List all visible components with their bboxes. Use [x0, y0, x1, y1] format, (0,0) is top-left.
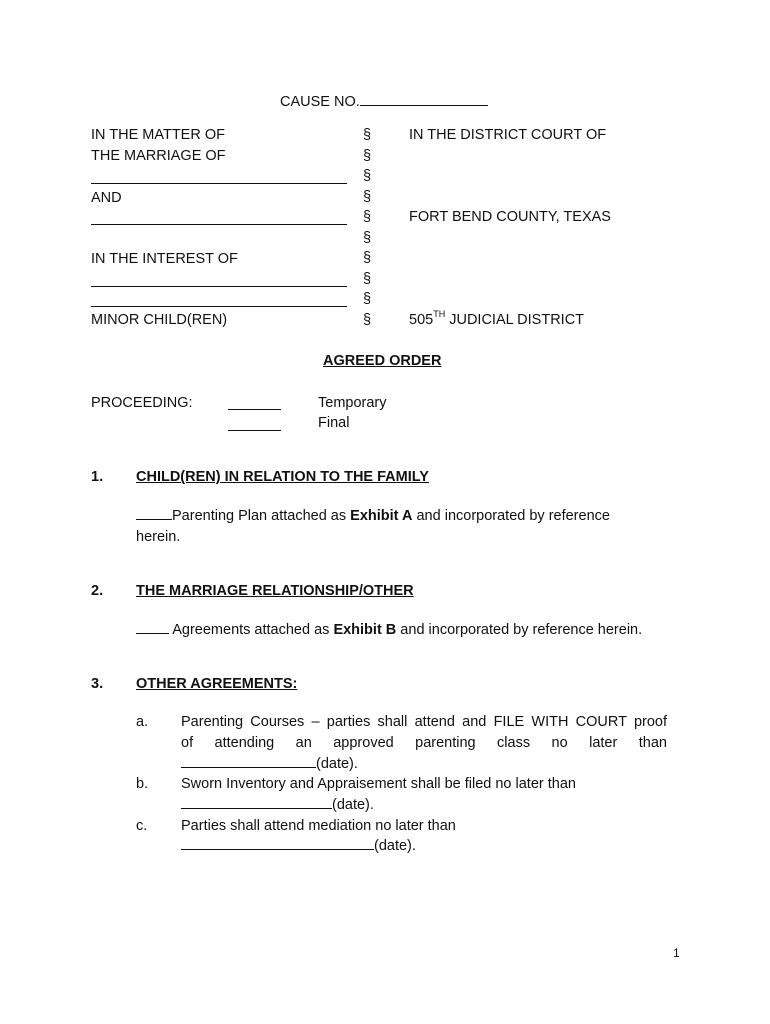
section-mark: § [363, 250, 372, 266]
district-number: 505 [409, 312, 434, 328]
caption-county: FORT BEND COUNTY, TEXAS [409, 209, 611, 225]
section-heading: CHILD(REN) IN RELATION TO THE FAMILY [136, 469, 429, 485]
district-label: JUDICIAL DISTRICT [445, 312, 585, 328]
item-text: Parenting Courses – parties shall attend and FILE WITH COURT proof [181, 714, 667, 730]
item-letter: b. [136, 776, 149, 792]
petitioner-name-field[interactable] [91, 183, 347, 184]
section-mark: § [363, 312, 372, 328]
section-mark: § [363, 168, 372, 184]
proceeding-temporary: Temporary [318, 395, 387, 411]
page-number: 1 [673, 946, 680, 960]
parenting-plan-line: Parenting Plan attached as Exhibit A and incorporated by reference [136, 508, 610, 524]
item-date-line: (date). [181, 797, 374, 813]
document-title: AGREED ORDER [323, 353, 442, 369]
item-text: of attending an approved parenting class no later than [181, 735, 667, 751]
section-mark: § [363, 209, 372, 225]
item-letter: c. [136, 818, 148, 834]
section-number: 1. [91, 469, 104, 485]
section-heading: THE MARRIAGE RELATIONSHIP/OTHER [136, 583, 414, 599]
mediation-date-field[interactable] [181, 838, 374, 850]
item-date-line: (date). [181, 838, 416, 854]
parenting-course-date-field[interactable] [181, 756, 316, 768]
caption-marriage: THE MARRIAGE OF [91, 148, 226, 164]
district-ordinal: TH [433, 309, 446, 319]
cause-number [280, 94, 488, 110]
section-number: 2. [91, 583, 104, 599]
item-text: Parties shall attend mediation no later than [181, 818, 456, 834]
temporary-checkbox-field[interactable] [228, 409, 281, 410]
section-heading: OTHER AGREEMENTS: [136, 676, 298, 692]
section-mark: § [363, 127, 372, 143]
respondent-name-field[interactable] [91, 224, 347, 225]
parenting-plan-field[interactable] [136, 508, 172, 520]
caption-district [409, 309, 585, 328]
agreements-field[interactable] [136, 622, 169, 634]
child-name-field-2[interactable] [91, 306, 347, 307]
caption-matter: IN THE MATTER OF [91, 127, 225, 143]
section-number: 3. [91, 676, 104, 692]
proceeding-label: PROCEEDING: [91, 395, 193, 411]
child-name-field-1[interactable] [91, 286, 347, 287]
item-text: Sworn Inventory and Appraisement shall be filed no later than [181, 776, 576, 792]
section-mark: § [363, 271, 372, 287]
inventory-date-field[interactable] [181, 797, 332, 809]
item-date-line: (date). [181, 756, 358, 772]
proceeding-final: Final [318, 415, 350, 431]
cause-number-field[interactable] [360, 94, 488, 106]
final-checkbox-field[interactable] [228, 430, 281, 431]
caption-court: IN THE DISTRICT COURT OF [409, 127, 607, 143]
cause-number-label: CAUSE NO. [280, 94, 360, 110]
item-letter: a. [136, 714, 149, 730]
section-mark: § [363, 148, 372, 164]
caption-interest: IN THE INTEREST OF [91, 251, 238, 267]
section-mark: § [363, 291, 372, 307]
agreements-line: Agreements attached as Exhibit B and incorporated by reference herein. [136, 622, 642, 638]
caption-and: AND [91, 190, 122, 206]
caption-minor: MINOR CHILD(REN) [91, 312, 228, 328]
section-mark: § [363, 189, 372, 205]
section-mark: § [363, 230, 372, 246]
parenting-plan-wrap: herein. [136, 529, 181, 545]
